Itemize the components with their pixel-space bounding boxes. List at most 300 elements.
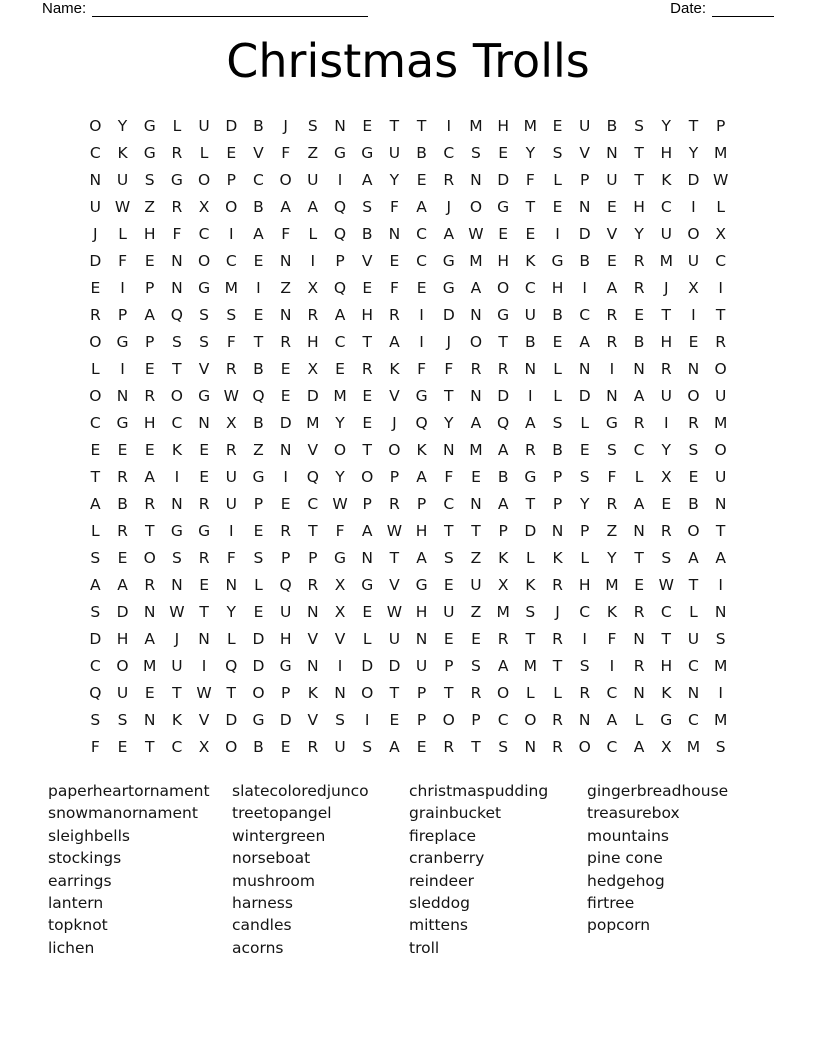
grid-cell: F	[172, 224, 182, 243]
grid-cell: I	[718, 683, 723, 702]
grid-cell: A	[334, 305, 346, 324]
grid-cell: T	[389, 683, 400, 702]
grid-cell: H	[497, 116, 509, 135]
grid-cell: R	[660, 521, 672, 540]
grid-cell: J	[555, 602, 560, 621]
grid-cell: I	[609, 359, 615, 378]
grid-cell: F	[607, 467, 617, 486]
grid-cell: E	[253, 521, 264, 540]
grid-cell: E	[144, 251, 155, 270]
grid-cell: K	[552, 548, 563, 567]
grid-cell: H	[143, 224, 156, 243]
grid-cell: A	[361, 521, 373, 540]
grid-cell: N	[606, 386, 618, 405]
grid-cell: E	[90, 278, 101, 297]
grid-cell: Q	[333, 197, 347, 216]
grid-cell: E	[362, 413, 373, 432]
grid-cell: A	[416, 548, 427, 567]
grid-cell: A	[90, 575, 101, 594]
grid-cell: A	[90, 494, 101, 513]
grid-cell: U	[171, 656, 183, 675]
grid-cell: I	[256, 278, 261, 297]
grid-cell: O	[388, 440, 401, 459]
grid-cell: O	[361, 467, 374, 486]
grid-cell: R	[144, 386, 156, 405]
grid-cell: E	[199, 467, 209, 486]
grid-cell: E	[199, 440, 209, 459]
grid-cell: T	[444, 683, 454, 702]
grid-cell: M	[713, 656, 728, 675]
grid-cell: C	[443, 143, 455, 162]
grid-cell: O	[714, 359, 727, 378]
word-list-item: pine cone	[587, 849, 663, 868]
grid-cell: R	[144, 494, 156, 513]
grid-cell: U	[687, 629, 700, 648]
grid-cell: E	[498, 224, 509, 243]
grid-cell: Q	[415, 413, 428, 432]
grid-cell: C	[416, 224, 427, 243]
grid-cell: C	[89, 413, 101, 432]
grid-cell: L	[580, 413, 590, 432]
grid-cell: R	[117, 521, 128, 540]
grid-cell: K	[606, 602, 617, 621]
grid-cell: A	[361, 170, 373, 189]
grid-cell: N	[198, 413, 210, 432]
grid-cell: G	[198, 278, 211, 297]
grid-cell: T	[253, 332, 264, 351]
grid-cell: O	[361, 683, 374, 702]
grid-cell: R	[660, 359, 672, 378]
grid-cell: L	[362, 629, 372, 648]
grid-cell: M	[659, 251, 673, 270]
grid-cell: P	[471, 710, 481, 729]
grid-cell: V	[253, 143, 264, 162]
grid-cell: I	[228, 521, 234, 540]
grid-cell: V	[307, 710, 319, 729]
grid-cell: G	[170, 170, 183, 189]
grid-cell: Q	[497, 413, 510, 432]
grid-cell: T	[389, 116, 400, 135]
grid-cell: E	[117, 548, 128, 567]
grid-cell: C	[416, 251, 427, 270]
grid-cell: H	[279, 629, 292, 648]
grid-cell: P	[145, 332, 155, 351]
grid-cell: W	[223, 386, 239, 405]
grid-cell: P	[416, 494, 427, 513]
word-list-column	[409, 780, 548, 959]
grid-cell: A	[633, 737, 645, 756]
grid-cell: O	[578, 737, 591, 756]
name-label: Name:	[42, 0, 87, 17]
grid-cell: G	[198, 386, 211, 405]
grid-cell: S	[443, 548, 454, 567]
grid-cell: S	[171, 332, 182, 351]
grid-cell: T	[525, 494, 536, 513]
grid-cell: N	[470, 386, 482, 405]
grid-cell: R	[552, 710, 563, 729]
grid-cell: E	[144, 359, 155, 378]
grid-cell: S	[552, 413, 563, 432]
grid-cell: S	[90, 710, 101, 729]
grid-cell: B	[606, 116, 618, 135]
grid-cell: A	[144, 467, 156, 486]
grid-cell: R	[389, 494, 400, 513]
grid-cell: R	[307, 305, 319, 324]
grid-cell: Q	[333, 278, 347, 297]
grid-cell: X	[334, 602, 346, 621]
grid-cell: O	[225, 197, 238, 216]
grid-cell: E	[443, 629, 454, 648]
grid-cell: Z	[253, 440, 264, 459]
grid-cell: F	[389, 197, 399, 216]
grid-cell: K	[525, 575, 536, 594]
grid-cell: G	[524, 467, 537, 486]
grid-cell: U	[660, 386, 672, 405]
grid-cell: S	[606, 440, 617, 459]
grid-cell: E	[416, 737, 427, 756]
grid-cell: I	[419, 332, 424, 351]
grid-cell: S	[171, 548, 182, 567]
grid-cell: Y	[634, 224, 644, 243]
grid-cell: D	[279, 413, 292, 432]
grid-cell: G	[198, 521, 211, 540]
grid-cell: I	[446, 116, 452, 135]
grid-cell: B	[253, 116, 264, 135]
word-list-column	[587, 780, 728, 937]
grid-cell: X	[225, 413, 237, 432]
grid-cell: A	[525, 413, 536, 432]
grid-cell: R	[633, 413, 645, 432]
grid-cell: O	[497, 683, 510, 702]
word-list-item: sleighbells	[48, 826, 130, 845]
grid-cell: A	[144, 305, 156, 324]
grid-cell: C	[171, 737, 183, 756]
grid-cell: P	[552, 494, 563, 513]
grid-cell: Y	[607, 548, 617, 567]
grid-cell: C	[660, 602, 672, 621]
grid-cell: R	[361, 359, 373, 378]
grid-cell: O	[469, 197, 483, 216]
grid-cell: W	[386, 521, 403, 540]
grid-cell: S	[362, 197, 373, 216]
grid-cell: T	[688, 575, 699, 594]
word-list-item: sleddog	[409, 894, 470, 913]
grid-cell: J	[283, 116, 288, 135]
grid-cell: A	[606, 278, 618, 297]
grid-cell: N	[606, 143, 618, 162]
grid-cell: Z	[470, 602, 482, 621]
grid-cell: A	[497, 440, 509, 459]
grid-cell: U	[116, 683, 129, 702]
grid-cell: U	[660, 224, 672, 243]
grid-cell: P	[580, 170, 590, 189]
grid-cell: I	[337, 170, 343, 189]
grid-cell: R	[633, 278, 645, 297]
grid-cell: X	[198, 737, 210, 756]
grid-cell: I	[120, 359, 125, 378]
grid-cell: I	[691, 197, 696, 216]
grid-cell: L	[716, 197, 725, 216]
grid-cell: R	[552, 575, 563, 594]
grid-cell: H	[415, 602, 428, 621]
grid-cell: N	[171, 575, 183, 594]
grid-cell: B	[416, 143, 427, 162]
grid-cell: K	[171, 440, 182, 459]
grid-cell: R	[579, 683, 591, 702]
grid-cell: F	[444, 359, 454, 378]
grid-cell: G	[361, 143, 374, 162]
grid-cell: C	[606, 683, 618, 702]
grid-cell: O	[687, 521, 700, 540]
grid-cell: N	[307, 602, 319, 621]
grid-cell: E	[634, 575, 644, 594]
grid-cell: O	[143, 548, 156, 567]
grid-cell: M	[306, 413, 320, 432]
grid-cell: V	[198, 710, 210, 729]
grid-cell: E	[90, 440, 101, 459]
grid-cell: R	[225, 440, 237, 459]
grid-cell: D	[578, 224, 591, 243]
word-list-item: troll	[409, 938, 440, 957]
grid-cell: N	[307, 656, 319, 675]
grid-cell: T	[661, 629, 672, 648]
grid-cell: S	[715, 629, 726, 648]
grid-cell: U	[279, 602, 292, 621]
grid-cell: E	[498, 143, 509, 162]
grid-cell: B	[361, 224, 373, 243]
grid-cell: C	[89, 143, 101, 162]
grid-cell: U	[388, 143, 401, 162]
grid-cell: R	[606, 332, 618, 351]
grid-cell: R	[171, 143, 183, 162]
grid-cell: R	[280, 332, 292, 351]
grid-cell: E	[226, 143, 237, 162]
grid-cell: D	[279, 710, 292, 729]
grid-cell: S	[579, 656, 590, 675]
grid-cell: K	[661, 683, 672, 702]
grid-cell: R	[552, 629, 563, 648]
grid-cell: Q	[306, 467, 319, 486]
grid-cell: D	[225, 116, 238, 135]
grid-cell: B	[497, 467, 509, 486]
grid-cell: A	[389, 332, 400, 351]
grid-cell: S	[362, 737, 373, 756]
grid-cell: F	[389, 278, 399, 297]
grid-cell: A	[144, 629, 156, 648]
grid-cell: M	[469, 440, 483, 459]
grid-cell: T	[525, 629, 536, 648]
grid-cell: O	[116, 656, 129, 675]
grid-cell: I	[609, 656, 615, 675]
grid-cell: O	[333, 440, 347, 459]
grid-cell: N	[578, 710, 591, 729]
grid-cell: X	[688, 278, 699, 297]
grid-cell: C	[89, 656, 101, 675]
grid-cell: E	[525, 224, 536, 243]
grid-cell: I	[718, 278, 723, 297]
grid-cell: U	[334, 737, 346, 756]
grid-cell: P	[280, 548, 291, 567]
grid-cell: U	[524, 305, 537, 324]
word-search-grid-wrap	[0, 112, 816, 760]
grid-cell: N	[334, 116, 346, 135]
grid-cell: A	[416, 467, 427, 486]
grid-cell: N	[470, 494, 482, 513]
grid-cell: S	[144, 170, 155, 189]
grid-cell: T	[144, 521, 155, 540]
grid-cell: E	[688, 467, 699, 486]
grid-cell: C	[443, 494, 455, 513]
grid-cell: E	[253, 602, 264, 621]
grid-cell: L	[689, 602, 698, 621]
grid-cell: Z	[470, 548, 482, 567]
grid-cell: F	[525, 170, 535, 189]
grid-cell: G	[116, 332, 129, 351]
grid-cell: I	[582, 278, 587, 297]
grid-cell: I	[364, 710, 370, 729]
grid-cell: N	[687, 359, 700, 378]
grid-cell: D	[252, 656, 265, 675]
grid-cell: C	[579, 305, 591, 324]
grid-cell: M	[523, 116, 538, 135]
grid-cell: G	[442, 278, 455, 297]
word-list-column	[232, 780, 369, 959]
grid-cell: X	[307, 278, 319, 297]
grid-cell: U	[415, 656, 428, 675]
grid-cell: A	[280, 197, 291, 216]
grid-cell: G	[334, 548, 347, 567]
grid-cell: A	[497, 656, 509, 675]
grid-cell: M	[469, 251, 483, 270]
grid-cell: C	[688, 710, 699, 729]
grid-cell: S	[199, 332, 210, 351]
sheet-header	[42, 0, 774, 18]
grid-cell: S	[90, 548, 101, 567]
grid-cell: L	[634, 467, 644, 486]
grid-cell: G	[252, 467, 265, 486]
grid-cell: Z	[280, 278, 291, 297]
grid-cell: L	[254, 575, 263, 594]
grid-cell: I	[419, 305, 424, 324]
grid-cell: A	[470, 413, 482, 432]
word-list-item: cranberry	[409, 849, 485, 868]
grid-cell: R	[497, 359, 509, 378]
grid-cell: A	[633, 386, 645, 405]
grid-cell: J	[446, 332, 452, 351]
grid-cell: S	[117, 710, 128, 729]
grid-cell: D	[388, 656, 401, 675]
grid-cell: D	[225, 710, 238, 729]
grid-cell: R	[688, 413, 699, 432]
grid-cell: T	[715, 521, 726, 540]
grid-cell: N	[116, 386, 129, 405]
grid-cell: N	[633, 521, 645, 540]
grid-cell: E	[552, 197, 563, 216]
grid-cell: V	[606, 224, 618, 243]
grid-cell: S	[525, 602, 536, 621]
grid-cell: E	[117, 440, 128, 459]
word-list-item: snowmanornament	[48, 804, 198, 823]
grid-cell: R	[633, 251, 645, 270]
grid-cell: T	[444, 386, 454, 405]
grid-cell: L	[226, 629, 236, 648]
grid-cell: W	[332, 494, 348, 513]
word-list-item: grainbucket	[409, 804, 502, 823]
grid-cell: T	[525, 197, 536, 216]
grid-cell: N	[633, 629, 645, 648]
grid-cell: Z	[144, 197, 156, 216]
grid-cell: M	[713, 413, 728, 432]
grid-cell: H	[551, 278, 564, 297]
grid-cell: T	[634, 548, 644, 567]
grid-cell: D	[89, 629, 102, 648]
grid-cell: E	[362, 602, 373, 621]
grid-cell: U	[225, 467, 237, 486]
grid-cell: N	[171, 251, 183, 270]
grid-cell: A	[606, 710, 618, 729]
grid-cell: E	[280, 737, 291, 756]
grid-cell: Y	[335, 413, 345, 432]
grid-cell: D	[497, 386, 510, 405]
grid-cell: P	[580, 521, 590, 540]
grid-cell: C	[715, 251, 727, 270]
word-list-item: harness	[232, 894, 293, 913]
grid-cell: V	[579, 143, 591, 162]
grid-cell: V	[307, 629, 319, 648]
grid-cell: W	[658, 575, 674, 594]
grid-cell: P	[362, 494, 372, 513]
grid-cell: E	[280, 494, 291, 513]
grid-cell: U	[714, 467, 727, 486]
grid-cell: D	[361, 656, 374, 675]
grid-cell: F	[417, 359, 427, 378]
grid-cell: N	[334, 683, 346, 702]
grid-cell: A	[497, 494, 509, 513]
grid-cell: Y	[226, 602, 237, 621]
grid-cell: P	[253, 494, 264, 513]
grid-cell: Q	[89, 683, 102, 702]
grid-cell: H	[578, 575, 591, 594]
grid-cell: J	[392, 413, 397, 432]
grid-cell: I	[283, 467, 288, 486]
grid-cell: O	[279, 170, 292, 189]
grid-cell: M	[224, 278, 238, 297]
grid-cell: T	[661, 305, 672, 324]
page-title: Christmas Trolls	[226, 34, 590, 88]
grid-cell: P	[335, 251, 345, 270]
grid-cell: D	[116, 602, 129, 621]
grid-cell: M	[333, 386, 347, 405]
grid-cell: O	[497, 278, 510, 297]
grid-cell: R	[470, 359, 482, 378]
word-list-item: treasurebox	[587, 804, 680, 823]
grid-cell: R	[389, 305, 400, 324]
grid-cell: O	[524, 710, 537, 729]
grid-cell: X	[307, 359, 319, 378]
grid-cell: U	[225, 494, 237, 513]
word-list-column	[48, 780, 210, 959]
grid-cell: N	[225, 575, 238, 594]
grid-cell: N	[171, 278, 183, 297]
grid-cell: G	[605, 413, 618, 432]
grid-cell: Y	[444, 413, 454, 432]
grid-cell: X	[715, 224, 726, 243]
word-list-item: mittens	[409, 916, 468, 935]
grid-cell: I	[663, 413, 669, 432]
grid-cell: G	[334, 143, 347, 162]
grid-cell: V	[307, 440, 319, 459]
grid-cell: E	[280, 359, 291, 378]
